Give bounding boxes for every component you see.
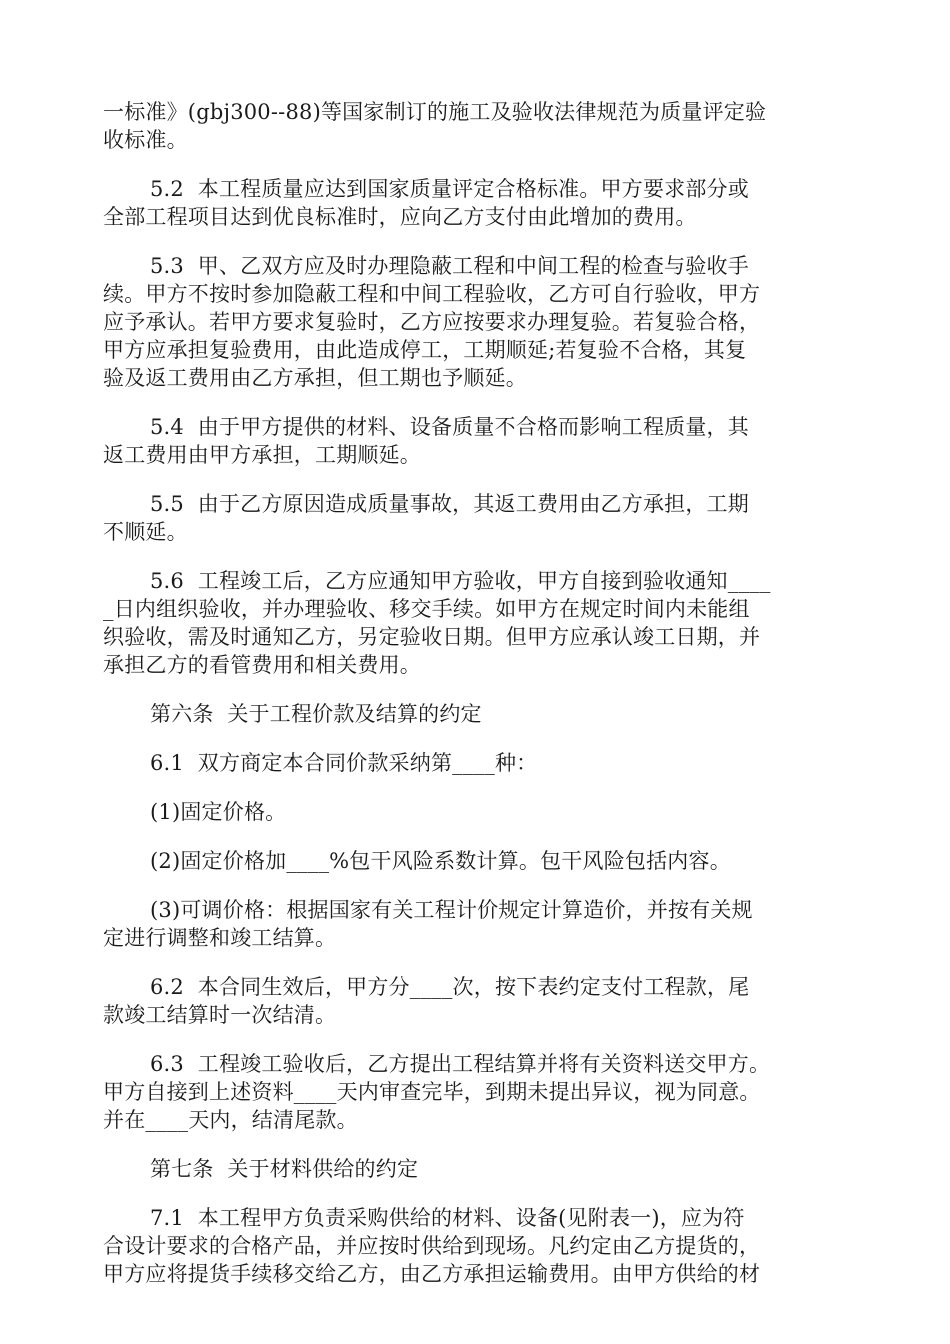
text-line: 织验收，需及时通知乙方，另定验收日期。但甲方应承认竣工日期，并 — [103, 625, 761, 649]
text-line: _日内组织验收，并办理验收、移交手续。如甲方在规定时间内未能组 — [103, 597, 750, 621]
text-line: 收标准。 — [103, 128, 188, 152]
clause-6-2-line: 6.2 本合同生效后，甲方分____次，按下表约定支付工程款，尾 — [150, 975, 750, 999]
text-line: 一标准》(gbj300--88)等国家制订的施工及验收法律规范为质量评定验 — [103, 100, 767, 124]
text-line: 承担乙方的看管费用和相关费用。 — [103, 653, 421, 677]
clause-5-4-line: 5.4 由于甲方提供的材料、设备质量不合格而影响工程质量，其 — [150, 415, 749, 439]
text-line: 不顺延。 — [103, 520, 188, 544]
article-7-heading: 第七条 关于材料供给的约定 — [150, 1157, 419, 1181]
text-line: 甲方应承担复验费用，由此造成停工，工期顺延;若复验不合格，其复 — [103, 338, 747, 362]
text-line: 合设计要求的合格产品，并应按时供给到现场。凡约定由乙方提货的， — [103, 1234, 761, 1258]
text-line: 应予承认。若甲方要求复验时，乙方应按要求办理复验。若复验合格， — [103, 310, 761, 334]
text-line: 并在____天内，结清尾款。 — [103, 1108, 358, 1132]
clause-5-5-line: 5.5 由于乙方原因造成质量事故，其返工费用由乙方承担，工期 — [150, 492, 749, 516]
text-line: 返工费用由甲方承担，工期顺延。 — [103, 443, 421, 467]
text-line: 全部工程项目达到优良标准时，应向乙方支付由此增加的费用。 — [103, 205, 697, 229]
article-6-heading: 第六条 关于工程价款及结算的约定 — [150, 702, 482, 726]
clause-5-3-line: 5.3 甲、乙双方应及时办理隐蔽工程和中间工程的检查与验收手 — [150, 254, 749, 278]
clause-6-1-line: 6.1 双方商定本合同价款采纳第____种： — [150, 751, 538, 775]
option-3-line: (3)可调价格：根据国家有关工程计价规定计算造价，并按有关规 — [150, 898, 753, 922]
text-line: 定进行调整和竣工结算。 — [103, 926, 337, 950]
text-line: 甲方应将提货手续移交给乙方，由乙方承担运输费用。由甲方供给的材 — [103, 1262, 761, 1286]
clause-6-3-line: 6.3 工程竣工验收后，乙方提出工程结算并将有关资料送交甲方。 — [150, 1052, 771, 1076]
text-line: 验及返工费用由乙方承担，但工期也予顺延。 — [103, 366, 527, 390]
text-line: 甲方自接到上述资料____天内审查完毕，到期未提出异议，视为同意。 — [103, 1080, 761, 1104]
option-1-line: (1)固定价格。 — [150, 800, 287, 824]
option-2-line: (2)固定价格加____%包干风险系数计算。包干风险包括内容。 — [150, 849, 731, 873]
clause-5-6-line: 5.6 工程竣工后，乙方应通知甲方验收，甲方自接到验收通知____ — [150, 569, 771, 593]
clause-5-2-line: 5.2 本工程质量应达到国家质量评定合格标准。甲方要求部分或 — [150, 177, 749, 201]
clause-7-1-line: 7.1 本工程甲方负责采购供给的材料、设备(见附表一)，应为符 — [150, 1206, 745, 1230]
text-line: 款竣工结算时一次结清。 — [103, 1003, 337, 1027]
text-line: 续。甲方不按时参加隐蔽工程和中间工程验收，乙方可自行验收，甲方 — [103, 282, 761, 306]
